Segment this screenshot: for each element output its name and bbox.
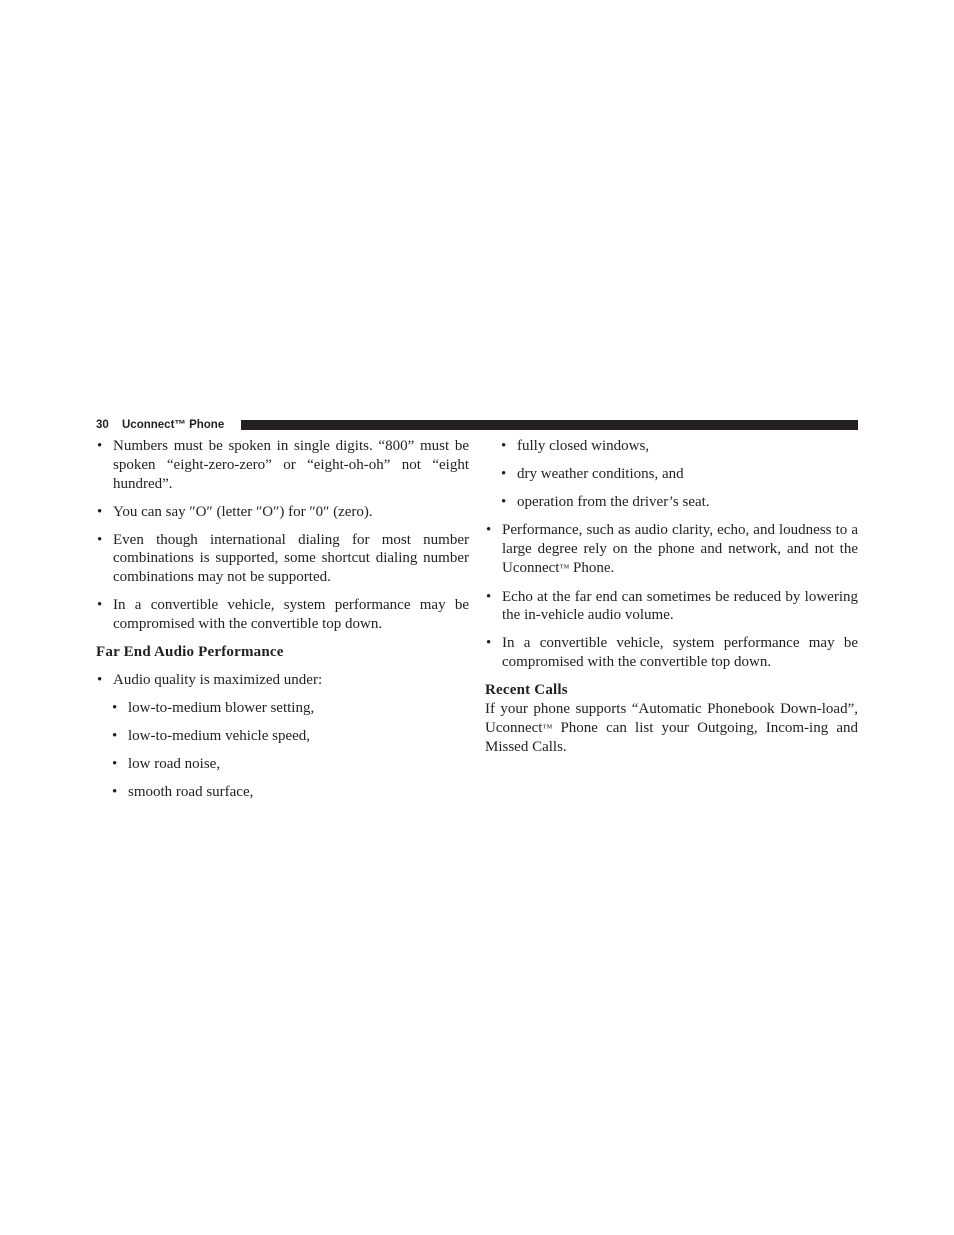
bullet-text: You can say ″O″ (letter ″O″) for ″0″ (zero). xyxy=(113,503,373,520)
bullet-text: low road noise, xyxy=(128,755,221,772)
sub-list-item xyxy=(500,493,858,512)
sub-list-item xyxy=(111,755,469,774)
trademark-symbol: ™ xyxy=(559,562,570,574)
bullet-icon: • xyxy=(486,521,492,538)
page-number: 30 xyxy=(96,419,109,431)
bullet-icon: • xyxy=(486,635,492,652)
bullet-icon: • xyxy=(112,783,118,800)
bullet-icon: • xyxy=(97,503,103,520)
bullet-text-part: Phone. xyxy=(569,559,615,576)
bullet-icon: • xyxy=(97,438,103,454)
bullet-text: low-to-medium blower setting, xyxy=(128,699,315,716)
section-heading-recent-calls: Recent Calls xyxy=(485,682,568,699)
list-item xyxy=(485,588,858,626)
sub-list-item xyxy=(111,699,469,718)
sub-list-item xyxy=(111,727,469,746)
section-heading-far-end-audio: Far End Audio Performance xyxy=(96,643,284,660)
list-item xyxy=(96,437,469,493)
list-item xyxy=(96,531,469,587)
bullet-icon: • xyxy=(112,727,118,744)
bullet-text: smooth road surface, xyxy=(128,783,254,800)
bullet-text: Numbers must be spoken in single digits. “800” must be spoken “eight-zero-zero” or “eight-oh-oh” not “eight hundred”. xyxy=(113,438,469,492)
right-column xyxy=(485,437,858,757)
bullet-text: Even though international dialing for most number combinations is supported, some shortcut dialing number combinations may not be supported. xyxy=(113,531,469,586)
bullet-text: In a convertible vehicle, system performance may be compromised with the convertible top down. xyxy=(502,635,858,671)
section-title: Uconnect™ Phone xyxy=(122,419,225,431)
sub-list-item xyxy=(500,437,858,456)
bullet-text: In a convertible vehicle, system performance may be compromised with the convertible top down. xyxy=(113,597,469,632)
bullet-text: operation from the driver’s seat. xyxy=(517,493,710,510)
list-item xyxy=(96,503,469,522)
header-rule xyxy=(241,420,858,430)
bullet-text: fully closed windows, xyxy=(517,438,650,454)
paragraph-text-part: If your phone supports “Automatic Phonebook Down-load”, Uconnect xyxy=(485,700,858,736)
list-item xyxy=(485,634,858,672)
recent-calls-paragraph xyxy=(485,700,858,757)
list-item xyxy=(96,671,469,690)
trademark-symbol: ™ xyxy=(542,722,553,734)
list-item xyxy=(96,596,469,634)
paragraph-text-part: Phone can list your Outgoing, Incom-ing and Missed Calls. xyxy=(485,719,858,756)
bullet-icon: • xyxy=(501,438,507,454)
list-item xyxy=(485,521,858,578)
bullet-icon: • xyxy=(486,588,492,605)
bullet-icon: • xyxy=(97,671,103,688)
left-column xyxy=(96,437,469,811)
sub-list-item xyxy=(111,783,469,802)
page-header xyxy=(96,418,858,432)
bullet-icon: • xyxy=(97,597,103,614)
bullet-text: Echo at the far end can sometimes be reduced by lowering the in-vehicle audio volume. xyxy=(502,588,858,624)
bullet-icon: • xyxy=(501,465,507,482)
bullet-icon: • xyxy=(501,493,507,510)
bullet-text: Audio quality is maximized under: xyxy=(113,671,323,688)
bullet-icon: • xyxy=(112,699,118,716)
bullet-icon: • xyxy=(97,531,103,548)
bullet-text-part: Performance, such as audio clarity, echo, and loudness to a large degree rely on the phone and network, and not the Uconnect xyxy=(502,521,858,576)
bullet-text: dry weather conditions, and xyxy=(517,465,684,482)
sub-list-item xyxy=(500,465,858,484)
bullet-text: low-to-medium vehicle speed, xyxy=(128,727,311,744)
bullet-icon: • xyxy=(112,755,118,772)
